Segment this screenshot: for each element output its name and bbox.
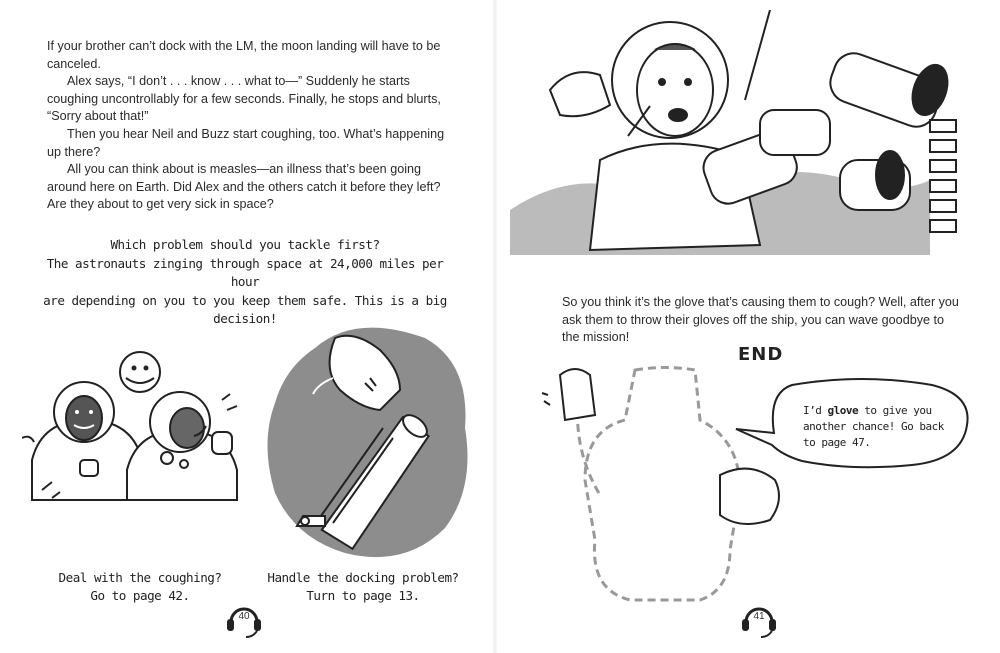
choice-coughing[interactable] xyxy=(40,569,240,605)
docking-spacecraft-illustration xyxy=(265,318,470,558)
story-text xyxy=(47,38,447,214)
decision-prompt xyxy=(30,236,460,329)
choice-question: Deal with the coughing? xyxy=(58,570,222,585)
bubble-text-bold: glove xyxy=(827,404,859,417)
page-number: 41 xyxy=(753,611,765,622)
decision-line: are depending on you to you keep them safe. This is a big decision! xyxy=(43,292,447,326)
page-number: 40 xyxy=(238,611,250,622)
right-page xyxy=(500,0,1000,653)
paragraph: All you can think about is measles—an illness that’s been going around here on Earth. Did Alex and the others catch it before they left? Are they about to get very sick in space? xyxy=(47,162,441,212)
decision-line: Which problem should you tackle first? xyxy=(110,237,380,252)
outcome-text: So you think it’s the glove that’s causing them to cough? Well, after you ask them to throw their gloves off the ship, you can wave goodbye to the mission! xyxy=(562,295,959,345)
paragraph: Alex says, “I don’t . . . know . . . what to—” Suddenly he starts coughing uncontrollably for a few seconds. Finally, he stops and blurts, “Sorry about that!” xyxy=(47,74,441,124)
decision-line: The astronauts zinging through space at 24,000 miles per hour xyxy=(46,255,444,289)
coughing-astronauts-illustration xyxy=(22,340,247,510)
speech-bubble-text xyxy=(803,403,953,451)
paragraph: If your brother can’t dock with the LM, the moon landing will have to be canceled. xyxy=(47,39,441,71)
page-number-badge xyxy=(741,602,777,638)
bubble-text-start: I’d xyxy=(803,404,828,417)
choice-page-link[interactable]: Turn to page 13. xyxy=(306,588,420,603)
astronaut-gloves-illustration xyxy=(510,10,980,285)
choice-docking[interactable] xyxy=(258,569,468,605)
paragraph: Then you hear Neil and Buzz start coughing, too. What’s happening up there? xyxy=(47,126,445,159)
page-number-badge xyxy=(226,602,262,638)
left-page xyxy=(0,0,490,653)
end-label: END xyxy=(738,344,784,365)
book-gutter xyxy=(492,0,498,653)
choice-question: Handle the docking problem? xyxy=(267,570,459,585)
bubble-text-end: to give you another chance! Go back to page 47. xyxy=(803,404,944,449)
choice-page-link[interactable]: Go to page 42. xyxy=(90,588,190,603)
